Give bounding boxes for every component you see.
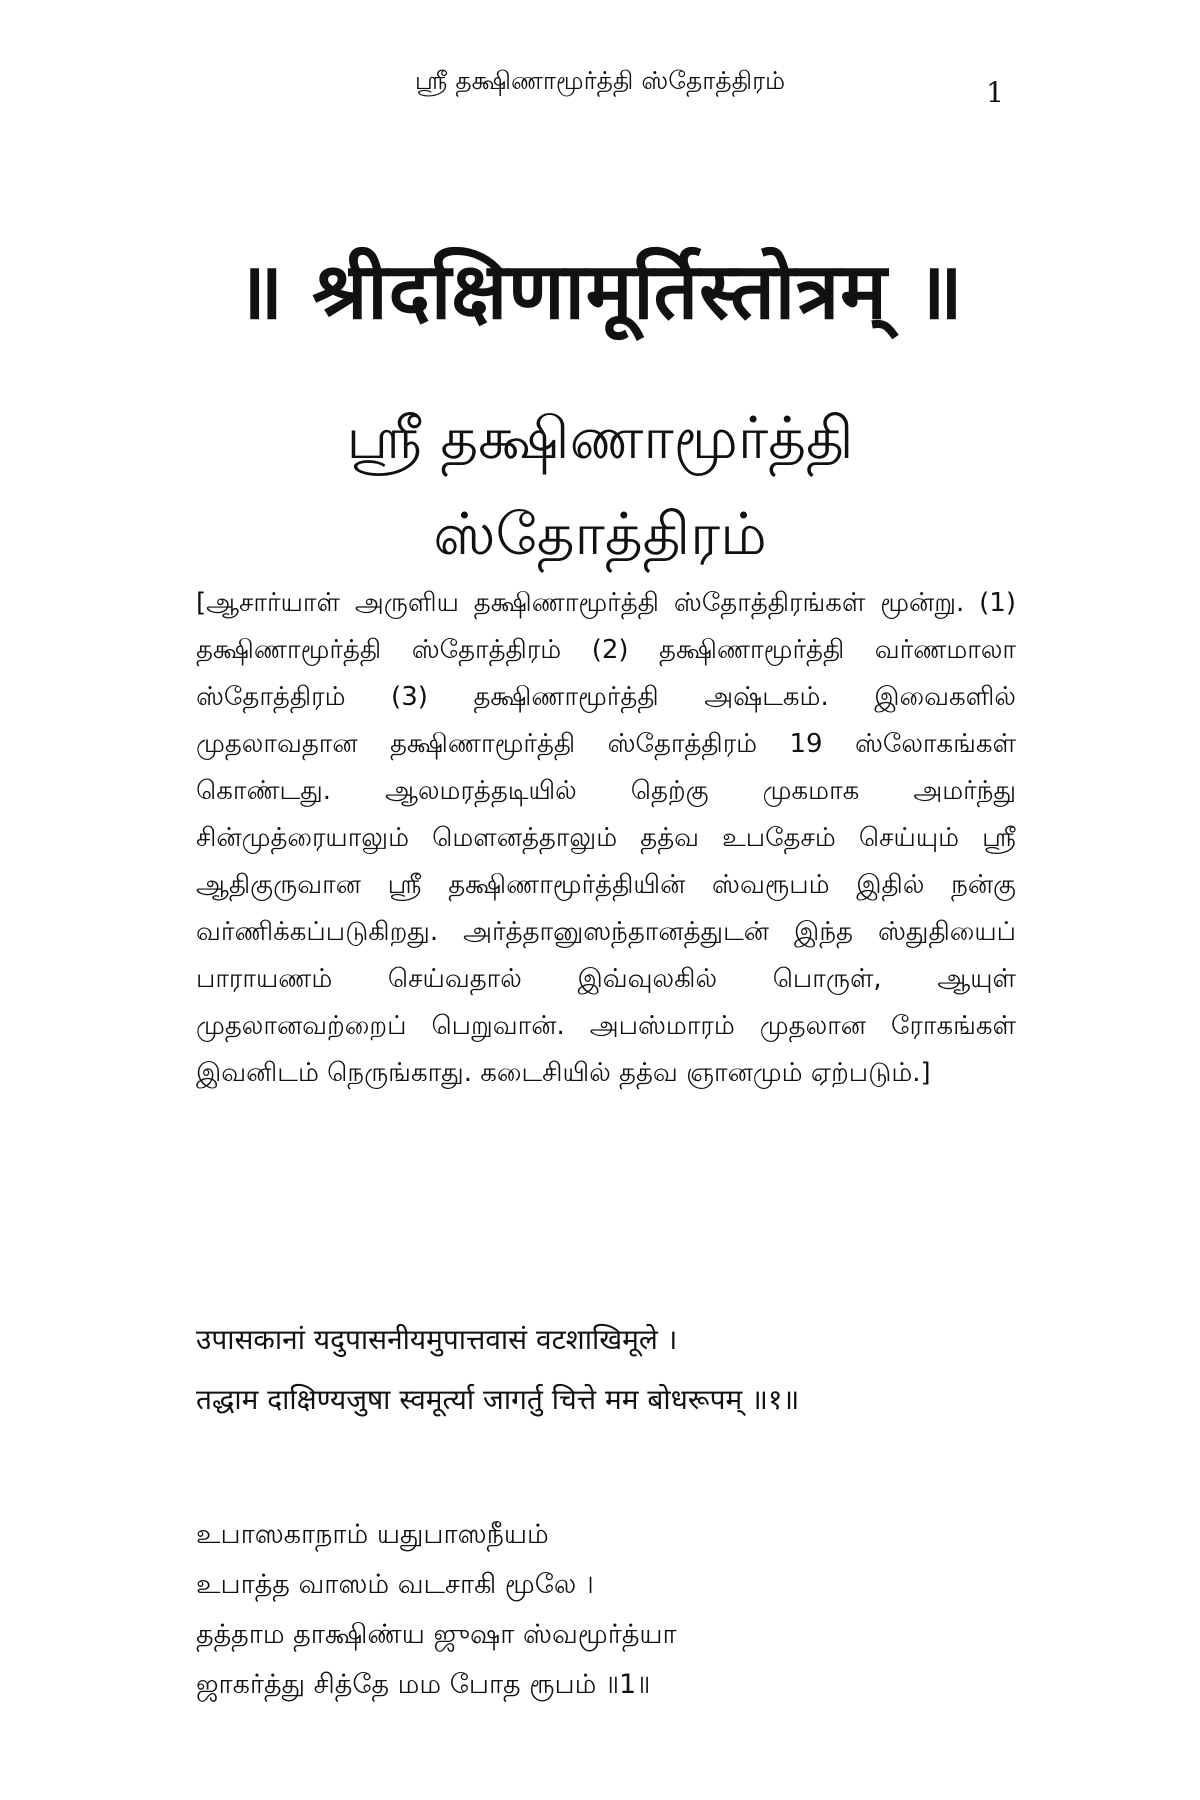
verse-1-tamil-line-2: உபாத்த வாஸம் வடசாகி மூலே । [196,1569,594,1600]
page-number: 1 [986,76,1004,109]
verse-1-sanskrit-line-2: तद्धाम दाक्षिण्यजुषा स्वमूर्त्या जागर्तु चित्ते मम बोधरूपम् ॥१॥ [196,1383,800,1416]
title-sanskrit: ॥ श्रीदक्षिणामूर्तिस्तोत्रम् ॥ [236,246,964,337]
verse-1-tamil-line-1: உபாஸகாநாம் யதுபாஸநீயம் [196,1519,549,1550]
verse-1-tamil-line-4: ஜாகர்த்து சித்தே மம போத ரூபம் ॥1॥ [196,1669,651,1700]
verse-1-sanskrit [196,1310,1016,1430]
verse-1-sanskrit-line-1: उपासकानां यदुपासनीयमुपात्तवासं वटशाखिमूले । [196,1323,678,1356]
title-tamil-line-2: ஸ்தோத்திரம் [433,500,767,568]
title-tamil [0,390,1200,582]
title-tamil-line-1: ஸ்ரீ தக்ஷிணாமூர்த்தி [346,404,854,472]
verse-1-tamil [196,1510,1016,1710]
running-header: ஸ்ரீ தக்ஷிணாமூர்த்தி ஸ்தோத்திரம் [414,66,786,95]
intro-paragraph: [ஆசார்யாள் அருளிய தக்ஷிணாமூர்த்தி ஸ்தோத்திரங்கள் மூன்று. (1) தக்ஷிணாமூர்த்தி ஸ்தோத்திரம் (2) தக்ஷிணாமூர்த்தி வர்ணமாலா ஸ்தோத்திரம் (3) தக்ஷிணாமூர்த்தி அஷ்டகம். இவைகளில் முதலாவதான தக்ஷிணாமூர்த்தி ஸ்தோத்திரம் 19 ஸ்லோகங்கள் கொண்டது. ஆலமரத்தடியில் தெற்கு முகமாக அமர்ந்து சின்முத்ரையாலும் மௌனத்தாலும் தத்வ உபதேசம் செய்யும் ஸ்ரீ ஆதிகுருவான ஸ்ரீ தக்ஷிணாமூர்த்தியின் ஸ்வரூபம் இதில் நன்கு வர்ணிக்கப்படுகிறது. அர்த்தானுஸந்தானத்துடன் இந்த ஸ்துதியைப் பாராயணம் செய்வதால் இவ்வுலகில் பொருள், ஆயுள் முதலானவற்றைப் பெறுவான். அபஸ்மாரம் முதலான ரோகங்கள் இவனிடம் நெருங்காது. கடைசியில் தத்வ ஞானமும் ஏற்படும்.] [196,588,1016,1088]
verse-1-tamil-line-3: தத்தாம தாக்ஷிண்ய ஜுஷா ஸ்வமூர்த்யா [196,1619,677,1650]
